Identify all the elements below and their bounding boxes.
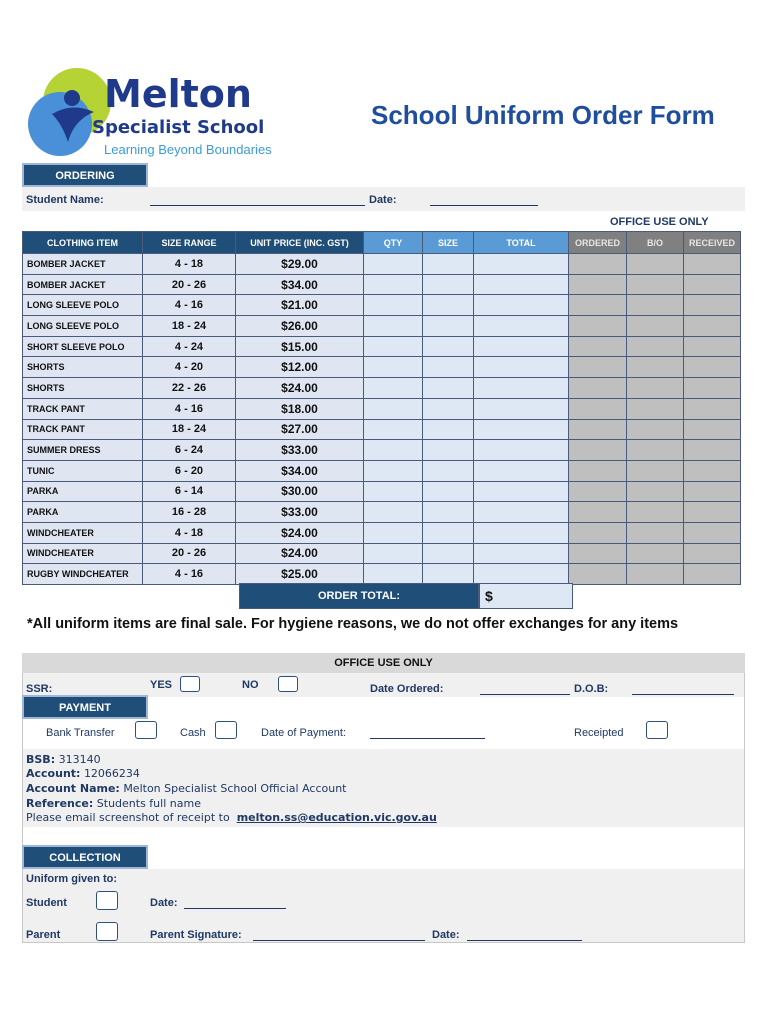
received-cell: [684, 274, 741, 295]
unit-price-cell: $34.00: [236, 274, 364, 295]
bsb-value: 313140: [58, 753, 101, 766]
size-input-cell[interactable]: [423, 254, 474, 275]
header-received: RECEIVED: [684, 232, 741, 254]
clothing-item-cell: SHORTS: [23, 357, 143, 378]
account-name-label: Account Name:: [26, 782, 120, 795]
qty-input-cell[interactable]: [364, 274, 423, 295]
size-range-cell: 18 - 24: [143, 316, 236, 337]
total-input-cell[interactable]: [474, 398, 569, 419]
student-name-field[interactable]: [150, 192, 365, 206]
size-input-cell[interactable]: [423, 502, 474, 523]
school-logo: [22, 62, 312, 162]
dob-label: D.O.B:: [574, 683, 609, 695]
unit-price-cell: $33.00: [236, 502, 364, 523]
size-range-cell: 22 - 26: [143, 378, 236, 399]
collection-date-field[interactable]: [184, 896, 286, 909]
total-input-cell[interactable]: [474, 543, 569, 564]
qty-input-cell[interactable]: [364, 254, 423, 275]
bo-cell: [627, 357, 684, 378]
bo-cell: [627, 543, 684, 564]
table-row: [23, 502, 741, 523]
qty-input-cell[interactable]: [364, 440, 423, 461]
account-name-line: [26, 782, 347, 795]
table-row: [23, 564, 741, 585]
clothing-item-cell: WINDCHEATER: [23, 522, 143, 543]
header-size: SIZE: [423, 232, 474, 254]
received-cell: [684, 502, 741, 523]
unit-price-cell: $12.00: [236, 357, 364, 378]
qty-input-cell[interactable]: [364, 481, 423, 502]
qty-input-cell[interactable]: [364, 522, 423, 543]
bo-cell: [627, 460, 684, 481]
received-cell: [684, 440, 741, 461]
received-cell: [684, 336, 741, 357]
table-row: [23, 378, 741, 399]
clothing-item-cell: TRACK PANT: [23, 419, 143, 440]
parent-signature-label: Parent Signature:: [150, 929, 242, 941]
reference-label: Reference:: [26, 797, 94, 810]
total-input-cell[interactable]: [474, 336, 569, 357]
size-range-cell: 4 - 20: [143, 357, 236, 378]
final-sale-notice: *All uniform items are final sale. For hygiene reasons, we do not offer exchanges for any items: [27, 616, 679, 632]
email-prompt: Please email screenshot of receipt to: [26, 811, 230, 824]
table-row: [23, 295, 741, 316]
table-row: [23, 543, 741, 564]
ordered-cell: [569, 398, 627, 419]
student-label: Student: [26, 897, 67, 909]
size-input-cell[interactable]: [423, 316, 474, 337]
size-range-cell: 4 - 16: [143, 564, 236, 585]
size-input-cell[interactable]: [423, 543, 474, 564]
qty-input-cell[interactable]: [364, 295, 423, 316]
reference-line: [26, 797, 201, 810]
size-range-cell: 4 - 18: [143, 522, 236, 543]
ordered-cell: [569, 460, 627, 481]
ordered-cell: [569, 564, 627, 585]
unit-price-cell: $24.00: [236, 543, 364, 564]
ordered-cell: [569, 274, 627, 295]
date-of-payment-label: Date of Payment:: [261, 727, 346, 739]
qty-input-cell[interactable]: [364, 419, 423, 440]
header-bo: B/O: [627, 232, 684, 254]
unit-price-cell: $34.00: [236, 460, 364, 481]
no-label: NO: [242, 679, 259, 691]
parent-checkbox[interactable]: [96, 922, 118, 941]
total-input-cell[interactable]: [474, 522, 569, 543]
ordered-cell: [569, 254, 627, 275]
bo-cell: [627, 398, 684, 419]
size-input-cell[interactable]: [423, 398, 474, 419]
size-range-cell: 4 - 24: [143, 336, 236, 357]
received-cell: [684, 460, 741, 481]
bo-cell: [627, 502, 684, 523]
total-input-cell[interactable]: [474, 254, 569, 275]
size-input-cell[interactable]: [423, 357, 474, 378]
account-line: [26, 767, 140, 780]
header-clothing-item: CLOTHING ITEM: [23, 232, 143, 254]
bo-cell: [627, 564, 684, 585]
collection-date-label: Date:: [150, 897, 178, 909]
ordered-cell: [569, 543, 627, 564]
account-name-value: Melton Specialist School Official Account: [123, 782, 347, 795]
qty-input-cell[interactable]: [364, 316, 423, 337]
qty-input-cell[interactable]: [364, 502, 423, 523]
bo-cell: [627, 254, 684, 275]
total-input-cell[interactable]: [474, 460, 569, 481]
qty-input-cell[interactable]: [364, 357, 423, 378]
total-input-cell[interactable]: [474, 274, 569, 295]
unit-price-cell: $18.00: [236, 398, 364, 419]
clothing-item-cell: SHORTS: [23, 378, 143, 399]
received-cell: [684, 481, 741, 502]
received-cell: [684, 254, 741, 275]
date-label: Date:: [369, 194, 397, 206]
reference-value: Students full name: [96, 797, 201, 810]
email-line: [26, 811, 437, 824]
bo-cell: [627, 378, 684, 399]
table-row: [23, 398, 741, 419]
size-range-cell: 6 - 24: [143, 440, 236, 461]
parent-date-label: Date:: [432, 929, 460, 941]
office-use-label: OFFICE USE ONLY: [610, 216, 709, 228]
qty-input-cell[interactable]: [364, 460, 423, 481]
received-cell: [684, 295, 741, 316]
logo-tagline: Learning Beyond Boundaries: [104, 142, 272, 157]
ordered-cell: [569, 295, 627, 316]
ordered-cell: [569, 481, 627, 502]
clothing-item-cell: SHORT SLEEVE POLO: [23, 336, 143, 357]
yes-label: YES: [150, 679, 173, 691]
cash-label: Cash: [180, 727, 206, 739]
unit-price-cell: $30.00: [236, 481, 364, 502]
size-range-cell: 4 - 16: [143, 295, 236, 316]
size-range-cell: 18 - 24: [143, 419, 236, 440]
size-range-cell: 16 - 28: [143, 502, 236, 523]
unit-price-cell: $27.00: [236, 419, 364, 440]
logo-name: Melton: [104, 72, 252, 116]
clothing-item-cell: TUNIC: [23, 460, 143, 481]
received-cell: [684, 543, 741, 564]
table-row: [23, 357, 741, 378]
clothing-item-cell: PARKA: [23, 481, 143, 502]
bo-cell: [627, 419, 684, 440]
size-input-cell[interactable]: [423, 419, 474, 440]
office-header-text: OFFICE USE ONLY: [334, 657, 433, 669]
bsb-label: BSB:: [26, 753, 56, 766]
table-row: [23, 336, 741, 357]
date-of-payment-field[interactable]: [370, 726, 485, 739]
total-input-cell[interactable]: [474, 378, 569, 399]
ordered-cell: [569, 522, 627, 543]
bo-cell: [627, 440, 684, 461]
received-cell: [684, 564, 741, 585]
size-input-cell[interactable]: [423, 564, 474, 585]
size-input-cell[interactable]: [423, 481, 474, 502]
date-field[interactable]: [430, 192, 538, 206]
qty-input-cell[interactable]: [364, 336, 423, 357]
table-header-row: [23, 232, 741, 254]
total-input-cell[interactable]: [474, 440, 569, 461]
header-unit-price: UNIT PRICE (INC. GST): [236, 232, 364, 254]
bo-cell: [627, 274, 684, 295]
bsb-line: [26, 753, 101, 766]
bank-transfer-checkbox[interactable]: [135, 721, 157, 739]
clothing-item-cell: RUGBY WINDCHEATER: [23, 564, 143, 585]
received-cell: [684, 378, 741, 399]
uniform-table: [22, 231, 741, 585]
received-cell: [684, 398, 741, 419]
parent-date-field[interactable]: [467, 928, 582, 941]
total-input-cell[interactable]: [474, 564, 569, 585]
table-row: [23, 460, 741, 481]
unit-price-cell: $26.00: [236, 316, 364, 337]
unit-price-cell: $29.00: [236, 254, 364, 275]
office-header: [22, 653, 745, 673]
account-label: Account:: [26, 767, 81, 780]
table-row: [23, 481, 741, 502]
date-ordered-field[interactable]: [480, 682, 570, 695]
clothing-item-cell: LONG SLEEVE POLO: [23, 295, 143, 316]
size-range-cell: 6 - 20: [143, 460, 236, 481]
size-input-cell[interactable]: [423, 274, 474, 295]
email-link[interactable]: melton.ss@education.vic.gov.au: [236, 811, 437, 824]
ordered-cell: [569, 502, 627, 523]
header-total: TOTAL: [474, 232, 569, 254]
yes-checkbox[interactable]: [180, 676, 200, 692]
total-input-cell[interactable]: [474, 357, 569, 378]
received-cell: [684, 522, 741, 543]
ordered-cell: [569, 378, 627, 399]
table-row: [23, 440, 741, 461]
size-range-cell: 4 - 16: [143, 398, 236, 419]
order-total-label-box: [239, 583, 479, 609]
receipted-label: Receipted: [574, 727, 624, 739]
header-size-range: SIZE RANGE: [143, 232, 236, 254]
received-cell: [684, 316, 741, 337]
ordered-cell: [569, 336, 627, 357]
dob-field[interactable]: [632, 682, 734, 695]
size-input-cell[interactable]: [423, 522, 474, 543]
no-checkbox[interactable]: [278, 676, 298, 692]
size-input-cell[interactable]: [423, 295, 474, 316]
qty-input-cell[interactable]: [364, 398, 423, 419]
table-row: [23, 522, 741, 543]
unit-price-cell: $25.00: [236, 564, 364, 585]
bank-transfer-label: Bank Transfer: [46, 727, 115, 739]
size-input-cell[interactable]: [423, 460, 474, 481]
bo-cell: [627, 336, 684, 357]
order-total-field[interactable]: [479, 583, 573, 609]
table-row: [23, 274, 741, 295]
uniform-given-label: Uniform given to:: [26, 873, 118, 885]
total-input-cell[interactable]: [474, 295, 569, 316]
clothing-item-cell: PARKA: [23, 502, 143, 523]
unit-price-cell: $24.00: [236, 522, 364, 543]
size-input-cell[interactable]: [423, 440, 474, 461]
unit-price-cell: $21.00: [236, 295, 364, 316]
date-ordered-label: Date Ordered:: [370, 683, 444, 695]
parent-signature-field[interactable]: [253, 928, 425, 941]
ordering-tab: ORDERING: [22, 163, 148, 187]
total-input-cell[interactable]: [474, 502, 569, 523]
total-input-cell[interactable]: [474, 481, 569, 502]
total-input-cell[interactable]: [474, 419, 569, 440]
clothing-item-cell: BOMBER JACKET: [23, 254, 143, 275]
unit-price-cell: $24.00: [236, 378, 364, 399]
bo-cell: [627, 316, 684, 337]
clothing-item-cell: WINDCHEATER: [23, 543, 143, 564]
clothing-item-cell: SUMMER DRESS: [23, 440, 143, 461]
bo-cell: [627, 522, 684, 543]
ordered-cell: [569, 316, 627, 337]
size-range-cell: 20 - 26: [143, 543, 236, 564]
header-ordered: ORDERED: [569, 232, 627, 254]
ordered-cell: [569, 440, 627, 461]
unit-price-cell: $15.00: [236, 336, 364, 357]
qty-input-cell[interactable]: [364, 543, 423, 564]
table-row: [23, 419, 741, 440]
receipted-checkbox[interactable]: [646, 721, 668, 739]
received-cell: [684, 419, 741, 440]
total-input-cell[interactable]: [474, 316, 569, 337]
logo-emblem-icon: [22, 62, 112, 157]
header-qty: QTY: [364, 232, 423, 254]
bo-cell: [627, 481, 684, 502]
size-input-cell[interactable]: [423, 336, 474, 357]
ordered-cell: [569, 357, 627, 378]
payment-tab: PAYMENT: [22, 695, 148, 719]
account-value: 12066234: [83, 767, 140, 780]
unit-price-cell: $33.00: [236, 440, 364, 461]
ssr-label: SSR:: [26, 683, 53, 695]
clothing-item-cell: BOMBER JACKET: [23, 274, 143, 295]
page-title: School Uniform Order Form: [371, 100, 715, 130]
student-name-label: Student Name:: [26, 194, 104, 206]
size-input-cell[interactable]: [423, 378, 474, 399]
table-row: [23, 254, 741, 275]
clothing-item-cell: TRACK PANT: [23, 398, 143, 419]
clothing-item-cell: LONG SLEEVE POLO: [23, 316, 143, 337]
size-range-cell: 6 - 14: [143, 481, 236, 502]
received-cell: [684, 357, 741, 378]
table-row: [23, 316, 741, 337]
cash-checkbox[interactable]: [215, 721, 237, 739]
size-range-cell: 20 - 26: [143, 274, 236, 295]
collection-tab: COLLECTION: [22, 845, 148, 869]
order-total-value: $: [485, 588, 493, 604]
qty-input-cell[interactable]: [364, 564, 423, 585]
bo-cell: [627, 295, 684, 316]
qty-input-cell[interactable]: [364, 378, 423, 399]
parent-label: Parent: [26, 929, 61, 941]
student-checkbox[interactable]: [96, 891, 118, 910]
order-total-label: ORDER TOTAL:: [317, 590, 401, 602]
ordered-cell: [569, 419, 627, 440]
size-range-cell: 4 - 18: [143, 254, 236, 275]
logo-subtitle: Specialist School: [92, 117, 265, 138]
